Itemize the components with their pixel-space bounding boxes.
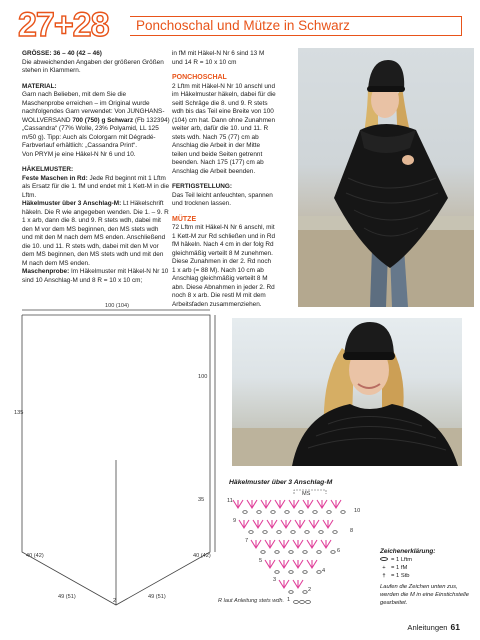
stitch-fan-symbol <box>251 540 261 548</box>
stitch-fan-symbol <box>293 560 303 568</box>
stitch-fan-symbol <box>323 520 333 528</box>
row-label-3: 3 <box>273 577 277 583</box>
stitch-chain-symbol <box>249 531 253 534</box>
symbol-legend <box>380 548 470 607</box>
schematic-left-height: 135 <box>14 410 24 416</box>
stitch-fan-symbol <box>317 500 327 508</box>
stitch-chart <box>226 486 376 610</box>
stitch-chain-symbol <box>303 571 307 574</box>
stitch-chart-note: R laut Anleitung stets wdh. <box>218 598 285 604</box>
fertigstellung-label: FERTIGSTELLUNG: <box>172 183 232 190</box>
schematic-right-lower: 35 <box>198 497 205 503</box>
stitch-chain-symbol <box>317 551 321 554</box>
stitch-chain-symbol <box>291 531 295 534</box>
ponchoschal-heading: PONCHOSCHAL <box>172 74 227 81</box>
photo-model-full <box>298 48 474 307</box>
row-label-4: 4 <box>322 568 326 574</box>
stitch-fan-symbol <box>321 540 331 548</box>
maschenprobe-text: Im Häkelmuster mit Häkel-N Nr 10 sind 10 Anschlag-M und 8 R = 10 x 10 cm; <box>22 268 169 284</box>
schematic-left-side: 40 (42) <box>26 553 44 559</box>
feste-maschen-text: Jede Rd beginnt mit 1 Lftm als Ersatz für die 1. fM und endet mit 1 Kett-M in die Lftm. <box>22 174 170 199</box>
stitch-chain-symbol <box>303 591 307 594</box>
footer-label: Anleitungen <box>407 623 448 632</box>
legend-lftm-text: = 1 Lftm <box>391 557 413 563</box>
legend-item-stb <box>380 572 470 580</box>
stitch-chain-symbol <box>271 511 275 514</box>
stitch-chain-symbol <box>261 551 265 554</box>
stitch-fan-symbol <box>307 540 317 548</box>
row-label-6: 6 <box>337 548 341 554</box>
instructions-column-1 <box>22 50 170 285</box>
stitch-chain-symbol <box>289 551 293 554</box>
stitch-fan-symbol <box>331 500 341 508</box>
stitch-chain-symbol <box>313 511 317 514</box>
row-label-11: 11 <box>227 498 233 504</box>
stitch-chain-symbol <box>289 571 293 574</box>
stitch-chain-symbol <box>243 511 247 514</box>
haekelmuster-label: HÄKELMUSTER: <box>22 166 74 173</box>
title-bar <box>130 16 462 36</box>
stitch-chain-symbol <box>333 531 337 534</box>
groesse-label: GRÖSSE: 36 – 40 (42 – 46) <box>22 50 102 57</box>
row-label-9: 9 <box>233 518 237 524</box>
single-crochet-icon: + <box>382 565 386 571</box>
legend-item-lftm <box>380 556 470 564</box>
schematic-bottom-right: 49 (51) <box>148 594 166 600</box>
legend-title: Zeichenerklärung: <box>380 548 436 555</box>
stitch-fan-symbol <box>289 500 299 508</box>
stitch-chain-symbol <box>263 531 267 534</box>
stitch-chain-symbol <box>317 571 321 574</box>
stitch-base-chain-symbol <box>294 601 299 604</box>
maschenprobe-paragraph <box>22 268 170 285</box>
stitch-fan-symbol <box>275 500 285 508</box>
stitch-fan-symbol <box>295 520 305 528</box>
material-text-2: (Fb 132394) „Cassandra“ (77% Wolle, 23% Polyamid, LL 125 m/50 g). Tipp: Auch als Colorgarn mit Dégradé-Farbverlauf erhältlich: „Cassandra Print“. <box>22 116 170 149</box>
double-crochet-icon: † <box>382 573 386 579</box>
stitch-chain-symbol <box>289 591 293 594</box>
stitch-fan-symbol <box>265 540 275 548</box>
feste-maschen-paragraph <box>22 175 170 201</box>
stitch-chart-ms-label: MS <box>302 491 311 497</box>
stitch-fan-symbol <box>279 560 289 568</box>
stitch-fan-symbol <box>307 560 317 568</box>
feste-maschen-label: Feste Maschen in Rd: <box>22 174 88 182</box>
material-label: MATERIAL: <box>22 82 57 90</box>
stitch-chain-symbol <box>331 551 335 554</box>
photo-full-illustration <box>298 48 474 307</box>
material-needles: Von PRYM je eine Häkel-N Nr 6 und 10. <box>22 150 136 158</box>
schematic-right-upper: 100 <box>198 374 208 380</box>
row-label-1: 1 <box>287 597 291 603</box>
row-label-7: 7 <box>245 538 249 544</box>
stitch-chain-symbol <box>341 511 345 514</box>
hm3-paragraph <box>22 200 170 268</box>
stitch-chain-symbol <box>319 531 323 534</box>
stitch-fan-symbol <box>233 500 243 508</box>
instructions-column-2 <box>172 50 276 309</box>
stitch-chain-symbol <box>303 551 307 554</box>
legend-item-fm <box>380 564 470 572</box>
stitch-fan-symbol <box>253 520 263 528</box>
stitch-chain-symbol <box>285 511 289 514</box>
schematic-top-width: 100 (104) <box>105 303 129 309</box>
stitch-chain-symbol <box>305 531 309 534</box>
stitch-fan-symbol <box>247 500 257 508</box>
row-label-8: 8 <box>350 528 354 534</box>
page-title: Ponchoschal und Mütze in Schwarz <box>136 18 350 33</box>
stitch-fan-symbol <box>239 520 249 528</box>
stitch-fan-symbol <box>279 540 289 548</box>
ponchoschal-text: 2 Lftm mit Häkel-N Nr 10 anschl und im Häkelmuster häkeln, dabei für die seitl Schräge die 8. und 9. R stets wdh bis das Teil eine Breite von 100 (104) cm hat. Dann ohne Zunahmen weiter arb, dafür die 10. und 11. R stets wdh. Nach 75 (77) cm ab Anschlag die Arbeit in der Mitte teilen und beide Seiten getrennt beenden. Nach 175 (177) cm ab Anschlag die Arbeit beenden. <box>172 82 276 175</box>
stitch-fan-symbol <box>279 580 289 588</box>
stitch-fan-symbol <box>293 540 303 548</box>
material-text-1: Garn nach Belieben, mit dem Sie die Maschenprobe erreichen – im Original wurde nachfolgendes Garn verwendet: Von JUNGHANS-WOLLVERSAND <box>22 91 165 124</box>
row-label-10: 10 <box>354 508 361 514</box>
stitch-fan-symbol <box>309 520 319 528</box>
stitch-base-chain-symbol <box>306 601 311 604</box>
stitch-chain-symbol <box>299 511 303 514</box>
material-yarn-amount: 700 (750) g Schwarz <box>72 116 134 124</box>
stitch-chain-symbol <box>277 531 281 534</box>
page-header <box>18 8 462 48</box>
stitch-fan-symbol <box>261 500 271 508</box>
hm3-label: Häkelmuster über 3 Anschlag-M: <box>22 200 122 207</box>
muetze-text: 72 Lftm mit Häkel-N Nr 6 anschl, mit 1 Kett-M zur Rd schließen und in Rd fM häkeln. Nach 4 cm in der folg Rd gleichmäßig verteilt 8 M zunehmen. Diese Zunahmen in der 2. Rd noch 1 x arb (= 88 M). Nach 10 cm ab Anschlag gleichmäßig verteilt 8 M abn. Diese Abnahmen in jeder 2. Rd noch 8 x arb. Die restl M mit dem Arbeitsfaden zusammenziehen. <box>172 224 276 308</box>
material-paragraph <box>22 91 170 151</box>
fertigstellung-text: Das Teil leicht anfeuchten, spannen und trocknen lassen. <box>172 191 273 207</box>
stitch-chain-symbol <box>257 511 261 514</box>
row-label-5: 5 <box>259 558 263 564</box>
schematic-bottom-center: 2 <box>113 598 117 604</box>
legend-note: Laufen die Zeichen unten zus, werden die M in eine Einstichstelle gearbeitet. <box>380 584 469 606</box>
maschenprobe-continued: in fM mit Häkel-N Nr 6 sind 13 M und 14 R = 10 x 10 cm <box>172 50 265 66</box>
hm3-text: Lt Häkelschrift häkeln. Die R wie angegeben wenden. Die 1. – 9. R 1 x arb, dann die 8. und 9. R stets wdh, dabei mit den M vor dem MS beginnen, den MS stets wdh und mit den M nach dem MS enden. Anschließend die 10. und 11. R stets wdh, dabei mit den M vor dem MS beginnen, den MS stets wdh und mit den M nach dem MS enden. <box>22 200 169 267</box>
muetze-heading: MÜTZE <box>172 215 197 223</box>
groesse-text: Die abweichenden Angaben der größeren Größen stehen in Klammern. <box>22 58 164 74</box>
stitch-base-chain-symbol <box>300 601 305 604</box>
schematic-bottom-left: 49 (51) <box>58 594 76 600</box>
page-footer <box>407 622 460 632</box>
stitch-fan-symbol <box>293 580 303 588</box>
stitch-fan-symbol <box>281 520 291 528</box>
stitch-fan-symbol <box>303 500 313 508</box>
page-numbers: 27+28 <box>18 6 109 44</box>
stitch-fan-symbol <box>267 520 277 528</box>
stitch-chain-symbol <box>327 511 331 514</box>
schematic-right-side: 40 (42) <box>193 553 211 559</box>
photo-model-closeup <box>232 318 462 466</box>
legend-fm-text: = 1 fM <box>391 565 408 571</box>
row-label-2: 2 <box>308 587 312 593</box>
chain-stitch-icon <box>380 557 388 561</box>
page-number: 61 <box>450 622 460 632</box>
stitch-chain-symbol <box>275 551 279 554</box>
photo-closeup-illustration <box>232 318 462 466</box>
legend-stb-text: = 1 Stb <box>391 573 410 579</box>
stitch-fan-symbol <box>265 560 275 568</box>
stitch-chain-symbol <box>275 571 279 574</box>
poncho-schematic <box>0 300 230 612</box>
maschenprobe-label: Maschenprobe: <box>22 268 70 275</box>
stitch-chart-title: Häkelmuster über 3 Anschlag-M <box>229 479 333 486</box>
